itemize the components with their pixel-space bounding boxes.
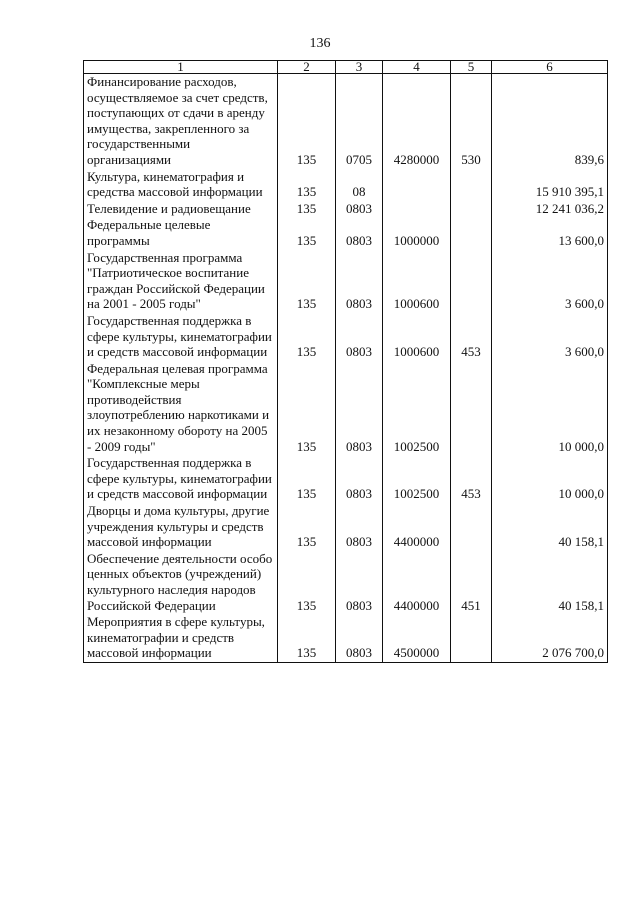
row-target-code: 1002500: [383, 455, 451, 503]
row-name: Государственная программа "Патриотическое воспитание граждан Российской Федерации на 2001 - 2005 годы": [84, 250, 278, 313]
row-name: Мероприятия в сфере культуры, кинематографии и средств массовой информации: [84, 614, 278, 662]
column-number-header: [84, 61, 608, 74]
row-target-code: 1000000: [383, 217, 451, 249]
row-name: Дворцы и дома культуры, другие учреждения культуры и средств массовой информации: [84, 503, 278, 551]
row-ministry-code: 135: [278, 74, 336, 169]
row-ministry-code: 135: [278, 250, 336, 313]
column-header-4: 4: [383, 61, 451, 74]
row-expense-type: [451, 201, 492, 218]
row-expense-type: 453: [451, 455, 492, 503]
row-amount: 40 158,1: [492, 503, 608, 551]
row-amount: 13 600,0: [492, 217, 608, 249]
row-ministry-code: 135: [278, 614, 336, 662]
row-amount: 10 000,0: [492, 361, 608, 456]
row-name: Государственная поддержка в сфере культуры, кинематографии и средств массовой информации: [84, 455, 278, 503]
row-amount: 2 076 700,0: [492, 614, 608, 662]
row-section-code: 0803: [336, 503, 383, 551]
row-name: Государственная поддержка в сфере культуры, кинематографии и средств массовой информации: [84, 313, 278, 361]
row-ministry-code: 135: [278, 455, 336, 503]
page-number: 136: [309, 36, 331, 51]
row-ministry-code: 135: [278, 551, 336, 614]
row-ministry-code: 135: [278, 313, 336, 361]
row-target-code: 1000600: [383, 250, 451, 313]
column-header-3: 3: [336, 61, 383, 74]
budget-table: [83, 60, 608, 663]
row-section-code: 08: [336, 169, 383, 201]
row-expense-type: 530: [451, 74, 492, 169]
table-row: [84, 455, 608, 503]
row-amount: 15 910 395,1: [492, 169, 608, 201]
row-ministry-code: 135: [278, 217, 336, 249]
table-row: [84, 361, 608, 456]
row-name: Финансирование расходов, осуществляемое за счет средств, поступающих от сдачи в аренду имущества, закрепленного за государственными организациями: [84, 74, 278, 169]
row-target-code: 1002500: [383, 361, 451, 456]
row-target-code: 1000600: [383, 313, 451, 361]
row-ministry-code: 135: [278, 201, 336, 218]
row-section-code: 0803: [336, 614, 383, 662]
column-header-2: 2: [278, 61, 336, 74]
row-section-code: 0803: [336, 250, 383, 313]
row-amount: 40 158,1: [492, 551, 608, 614]
table-row: [84, 74, 608, 169]
row-expense-type: 453: [451, 313, 492, 361]
row-section-code: 0803: [336, 361, 383, 456]
row-name: Федеральные целевые программы: [84, 217, 278, 249]
row-target-code: [383, 169, 451, 201]
row-target-code: 4400000: [383, 551, 451, 614]
row-ministry-code: 135: [278, 169, 336, 201]
row-section-code: 0803: [336, 217, 383, 249]
table-row: [84, 250, 608, 313]
table-row: [84, 313, 608, 361]
row-name: Федеральная целевая программа "Комплексные меры противодействия злоупотреблению наркотиками и их незаконному обороту на 2005 - 2009 годы": [84, 361, 278, 456]
table-row: [84, 201, 608, 218]
row-amount: 3 600,0: [492, 313, 608, 361]
row-expense-type: [451, 614, 492, 662]
row-section-code: 0803: [336, 201, 383, 218]
row-section-code: 0705: [336, 74, 383, 169]
row-expense-type: [451, 169, 492, 201]
row-target-code: 4500000: [383, 614, 451, 662]
row-expense-type: [451, 361, 492, 456]
row-expense-type: [451, 503, 492, 551]
row-expense-type: [451, 217, 492, 249]
row-name: Обеспечение деятельности особо ценных объектов (учреждений) культурного наследия народов Российской Федерации: [84, 551, 278, 614]
table-row: [84, 503, 608, 551]
table-row: [84, 217, 608, 249]
row-expense-type: [451, 250, 492, 313]
row-section-code: 0803: [336, 313, 383, 361]
row-name: Культура, кинематография и средства массовой информации: [84, 169, 278, 201]
row-section-code: 0803: [336, 455, 383, 503]
row-amount: 10 000,0: [492, 455, 608, 503]
row-ministry-code: 135: [278, 361, 336, 456]
row-amount: 3 600,0: [492, 250, 608, 313]
row-target-code: 4400000: [383, 503, 451, 551]
table-row: [84, 614, 608, 662]
table-row: [84, 169, 608, 201]
column-header-1: 1: [84, 61, 278, 74]
row-ministry-code: 135: [278, 503, 336, 551]
table-row: [84, 551, 608, 614]
column-header-5: 5: [451, 61, 492, 74]
row-name: Телевидение и радиовещание: [84, 201, 278, 218]
column-header-6: 6: [492, 61, 608, 74]
row-target-code: [383, 201, 451, 218]
row-target-code: 4280000: [383, 74, 451, 169]
row-section-code: 0803: [336, 551, 383, 614]
row-expense-type: 451: [451, 551, 492, 614]
row-amount: 839,6: [492, 74, 608, 169]
row-amount: 12 241 036,2: [492, 201, 608, 218]
